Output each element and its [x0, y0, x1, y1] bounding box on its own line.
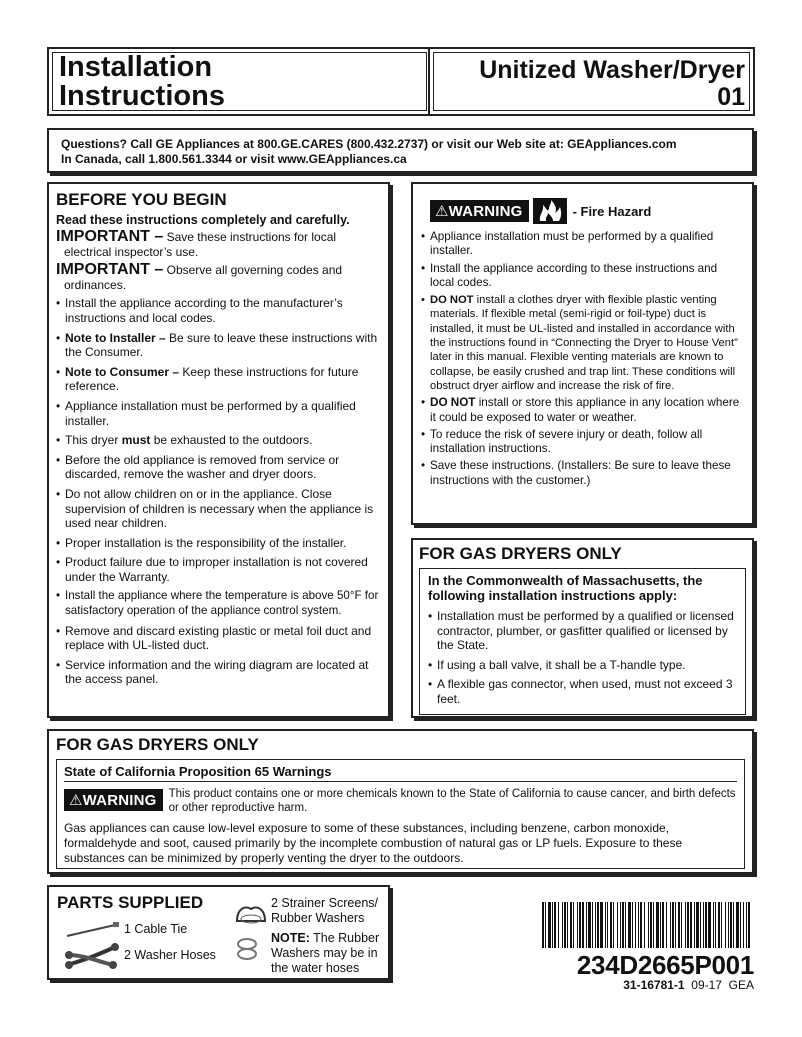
list-item: • A flexible gas connector, when used, must not exceed 3 feet. [428, 677, 737, 706]
fire-icon [533, 198, 567, 224]
strainer-screen-icon [233, 901, 269, 925]
before-list [56, 296, 381, 687]
list-item: • Appliance installation must be performed by a qualified installer. [421, 230, 744, 259]
gas-dryers-california [47, 729, 754, 874]
warning-list [421, 230, 744, 488]
list-item: • Note to Consumer – Keep these instructions for future reference. [56, 365, 381, 394]
warning-badge: ⚠WARNING [430, 200, 529, 222]
fire-hazard-warning [411, 182, 754, 525]
exposure-paragraph: Gas appliances can cause low-level exposure to some of these substances, including benzene, carbon monoxide, formaldehyde and soot, caused primarily by the incomplete combustion of natural gas or LP fuels. Exposure to these substances can be minimized by properly venting the dryer to the outdoors. [64, 821, 683, 865]
list-item: • Service information and the wiring diagram are located at the access panel. [56, 658, 381, 687]
list-item: • Do not allow children on or in the appliance. Close supervision of children is necessary when the appliance is used near children. [56, 487, 381, 531]
prop65-title: State of California Proposition 65 Warnings [64, 764, 737, 782]
list-item: • Note to Installer – Be sure to leave these instructions with the Consumer. [56, 331, 381, 360]
cable-tie-icon [63, 921, 121, 939]
hazard-label: - Fire Hazard [572, 203, 652, 219]
list-item: • Before the old appliance is removed from service or discarded, remove the washer and dryer doors. [56, 453, 381, 482]
gas-dryers-massachusetts [411, 538, 754, 718]
list-item: • Save these instructions. (Installers: Be sure to leave these instructions with the customer.) [421, 459, 744, 488]
prop65-text: This product contains one or more chemicals known to the State of California to cause cancer, and birth defects or other reproductive harm. [168, 788, 736, 814]
document-title: Installation Instructions [59, 51, 225, 112]
list-item: • Product failure due to improper installation is not covered under the Warranty. [56, 555, 381, 584]
rubber-washer-note: NOTE: The Rubber Washers may be in the water hoses [271, 931, 380, 975]
document-code: 31-16781-1 09-17 GEA [623, 978, 754, 992]
rubber-washer-icon [233, 935, 269, 963]
lead-text: Read these instructions completely and carefully. [56, 213, 350, 227]
section-title: FOR GAS DRYERS ONLY [56, 735, 259, 754]
important-note: IMPORTANT – Save these instructions for local electrical inspector’s use. [56, 228, 337, 259]
subheading: In the Commonwealth of Massachusetts, the following installation instructions apply: [428, 573, 703, 603]
section-title: BEFORE YOU BEGIN [56, 190, 227, 209]
massachusetts-list [428, 609, 737, 707]
list-item: • Install the appliance according to the manufacturer’s instructions and local codes. [56, 296, 381, 325]
list-item: • Install the appliance where the temperature is above 50°F for satisfactory operation of the appliance control system. [56, 589, 381, 618]
list-item: • If using a ball valve, it shall be a T-handle type. [428, 658, 737, 673]
list-item: • DO NOT install a clothes dryer with flexible plastic venting materials. If flexible metal (semi-rigid or foil-type) duct is installed, it must be UL-listed and installed in accordance with the instructions found in “Connecting the Dryer to House Vent” later in this manual. Flexible venting materials are known to collapse, be easily crushed and trap lint. These conditions will obstruct dryer airflow and increase the risk of fire. [421, 293, 744, 393]
product-title: Unitized Washer/Dryer 01 [479, 56, 745, 111]
list-item: • Install the appliance according to these instructions and local codes. [421, 262, 744, 291]
section-title: FOR GAS DRYERS ONLY [419, 544, 622, 563]
washer-hoses-icon [63, 941, 121, 971]
header-title-box [47, 47, 430, 116]
list-item: • To reduce the risk of severe injury or death, follow all installation instructions. [421, 428, 744, 457]
contact-info [47, 128, 754, 173]
part-strainer-screens: 2 Strainer Screens/ Rubber Washers [271, 896, 378, 925]
before-you-begin-section [47, 182, 390, 718]
parts-supplied-section [47, 885, 390, 980]
alert-triangle-icon: ⚠ [69, 792, 83, 809]
part-cable-tie: 1 Cable Tie [124, 922, 188, 936]
important-note: IMPORTANT – Observe all governing codes and ordinances. [56, 261, 343, 292]
header-product-box [428, 47, 755, 116]
part-number: 234D2665P001 [576, 950, 754, 980]
warning-badge: ⚠WARNING [64, 789, 163, 811]
section-title: PARTS SUPPLIED [57, 893, 204, 912]
list-item: • Installation must be performed by a qualified or licensed contractor, plumber, or gasfitter qualified or licensed by the State. [428, 609, 737, 653]
part-washer-hoses: 2 Washer Hoses [124, 948, 216, 962]
barcode [542, 902, 754, 948]
list-item: • Appliance installation must be performed by a qualified installer. [56, 399, 381, 428]
alert-triangle-icon: ⚠ [435, 203, 449, 220]
contact-line-us: Questions? Call GE Appliances at 800.GE.CARES (800.432.2737) or visit our Web site at: GEAppliances.com [61, 137, 677, 151]
list-item: • Proper installation is the responsibility of the installer. [56, 536, 381, 551]
list-item: • Remove and discard existing plastic or metal foil duct and replace with UL-listed duct. [56, 624, 381, 653]
list-item: • This dryer must be exhausted to the outdoors. [56, 433, 381, 448]
list-item: • DO NOT install or store this appliance in any location where it could be exposed to water or weather. [421, 396, 744, 425]
contact-line-canada: In Canada, call 1.800.561.3344 or visit www.GEAppliances.ca [61, 152, 407, 166]
